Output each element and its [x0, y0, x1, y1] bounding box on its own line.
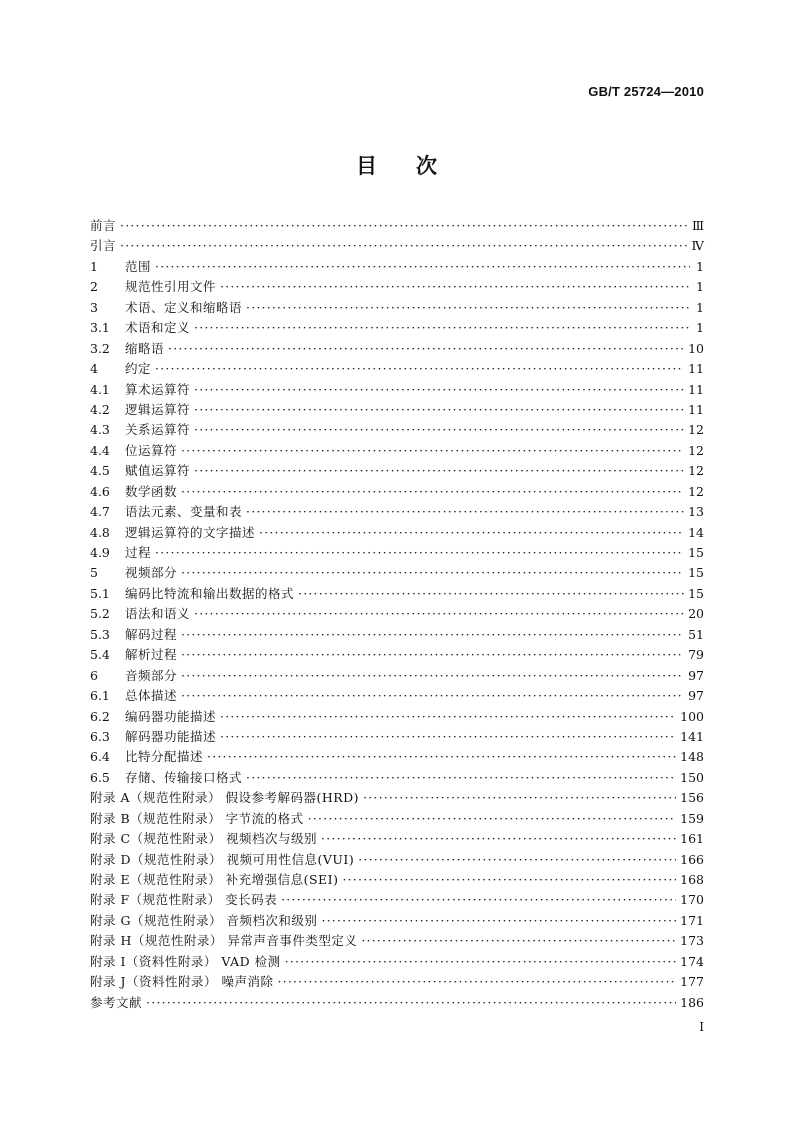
- toc-leader-dots: [155, 259, 690, 274]
- toc-entry[interactable]: [90, 972, 704, 992]
- toc-entry[interactable]: [90, 727, 704, 747]
- toc-entry-page: 1: [696, 299, 704, 315]
- toc-entry-number: 4.6: [90, 483, 110, 499]
- toc-entry-label: 附录 F（规范性附录） 变长码表: [90, 892, 278, 908]
- toc-entry[interactable]: [90, 645, 704, 665]
- toc-entry-number: 1: [90, 258, 98, 274]
- toc-entry-number: 4.2: [90, 401, 110, 417]
- toc-entry[interactable]: [90, 318, 704, 338]
- toc-entry-page: 173: [680, 933, 704, 949]
- toc-leader-dots: [281, 892, 676, 907]
- toc-entry[interactable]: [90, 339, 704, 359]
- toc-entry[interactable]: [90, 931, 704, 951]
- toc-leader-dots: [194, 320, 690, 335]
- toc-entry[interactable]: [90, 563, 704, 583]
- toc-entry-page: 13: [688, 504, 704, 520]
- toc-leader-dots: [181, 484, 684, 499]
- toc-entry-label: 音频部分: [125, 667, 178, 683]
- toc-entry-label: 解码器功能描述: [125, 728, 217, 744]
- toc-entry-label: 附录 G（规范性附录） 音频档次和级别: [90, 912, 318, 928]
- toc-entry-label: 解码过程: [125, 626, 178, 642]
- toc-entry[interactable]: [90, 277, 704, 297]
- toc-entry-page: 150: [680, 769, 704, 785]
- toc-entry[interactable]: [90, 850, 704, 870]
- toc-entry-page: 170: [680, 892, 704, 908]
- toc-leader-dots: [194, 463, 684, 478]
- toc-entry-label: 附录 E（规范性附录） 补充增强信息(SEI): [90, 872, 339, 887]
- toc-entry[interactable]: [90, 461, 704, 481]
- toc-entry-number: 5: [90, 565, 98, 581]
- toc-entry-label: 附录 H（规范性附录） 异常声音事件类型定义: [90, 933, 358, 949]
- toc-entry[interactable]: [90, 298, 704, 318]
- toc-entry-page: 10: [688, 340, 704, 356]
- toc-entry-page: 171: [680, 912, 704, 928]
- toc-entry-number: 6.4: [90, 749, 110, 765]
- toc-entry-label: 缩略语: [125, 340, 165, 356]
- toc-entry-page: 12: [688, 463, 704, 479]
- toc-entry[interactable]: [90, 625, 704, 645]
- toc-entry-number: 4.7: [90, 504, 110, 520]
- toc-entry[interactable]: [90, 523, 704, 543]
- toc-entry-number: 4.8: [90, 524, 110, 540]
- toc-entry-label: 语法元素、变量和表: [125, 504, 243, 520]
- toc-entry-number: 6.5: [90, 769, 110, 785]
- toc-leader-dots: [342, 872, 676, 887]
- toc-leader-dots: [194, 422, 684, 437]
- page-number: I: [699, 1020, 704, 1034]
- toc-entry-number: 6.2: [90, 708, 110, 724]
- toc-entry-label: 逻辑运算符: [125, 401, 191, 417]
- toc-entry[interactable]: [90, 236, 704, 256]
- toc-leader-dots: [168, 341, 684, 356]
- toc-entry-number: 5.2: [90, 606, 110, 622]
- toc-entry-page: 15: [688, 565, 704, 581]
- toc-entry-page: Ⅳ: [691, 238, 704, 254]
- toc-entry-label: 范围: [125, 258, 152, 274]
- toc-leader-dots: [361, 933, 676, 948]
- toc-entry-label: 位运算符: [125, 442, 178, 458]
- toc-entry-number: 4.4: [90, 442, 110, 458]
- toc-entry-label: 语法和语义: [125, 606, 191, 622]
- toc-entry[interactable]: [90, 584, 704, 604]
- toc-entry-label: 编码比特流和输出数据的格式: [125, 585, 295, 601]
- toc-entry-page: 156: [680, 790, 704, 806]
- toc-entry-label: 算术运算符: [125, 381, 191, 397]
- toc-entry-page: 20: [688, 606, 704, 622]
- toc-entry-label: 附录 C（规范性附录） 视频档次与级别: [90, 831, 318, 847]
- toc-entry-page: 97: [688, 688, 704, 704]
- toc-entry-number: 5.4: [90, 647, 110, 663]
- toc-entry-label: 附录 B（规范性附录） 字节流的格式: [90, 810, 304, 826]
- toc-entry-number: 3: [90, 299, 98, 315]
- standard-number: GB/T 25724—2010: [588, 84, 704, 99]
- toc-entry-page: 1: [696, 320, 704, 336]
- toc-leader-dots: [207, 749, 676, 764]
- toc-leader-dots: [194, 606, 684, 621]
- toc-entry-label: 关系运算符: [125, 422, 191, 438]
- toc-entry-label: 约定: [125, 361, 152, 377]
- toc-entry[interactable]: [90, 441, 704, 461]
- toc-leader-dots: [358, 852, 676, 867]
- toc-leader-dots: [259, 525, 684, 540]
- page-title: [0, 150, 794, 180]
- toc-leader-dots: [181, 647, 684, 662]
- toc-entry-label: 解析过程: [125, 647, 178, 663]
- toc-leader-dots: [246, 504, 684, 519]
- toc-entry[interactable]: [90, 768, 704, 788]
- toc-entry[interactable]: [90, 604, 704, 624]
- toc-entry[interactable]: [90, 747, 704, 767]
- toc-leader-dots: [220, 279, 690, 294]
- toc-entry[interactable]: [90, 482, 704, 502]
- toc-entry-number: 6.3: [90, 728, 110, 744]
- toc-leader-dots: [181, 668, 684, 683]
- toc-leader-dots: [120, 218, 688, 233]
- toc-entry[interactable]: [90, 502, 704, 522]
- toc-entry-number: 5.1: [90, 585, 110, 601]
- toc-leader-dots: [298, 586, 684, 601]
- toc-leader-dots: [363, 790, 676, 805]
- toc-entry-page: 15: [688, 585, 704, 601]
- toc-entry-number: 4: [90, 361, 98, 377]
- toc-entry[interactable]: [90, 543, 704, 563]
- toc-entry[interactable]: [90, 993, 704, 1013]
- toc-entry-page: 11: [688, 361, 704, 377]
- toc-entry-label: 数学函数: [125, 483, 178, 499]
- toc-entry-label: 附录 J（资料性附录） 噪声消除: [90, 974, 274, 990]
- toc-entry-label: 附录 A（规范性附录） 假设参考解码器(HRD): [90, 790, 360, 806]
- toc-entry[interactable]: [90, 911, 704, 931]
- toc-entry-label: 逻辑运算符的文字描述: [125, 524, 256, 540]
- toc-leader-dots: [321, 831, 676, 846]
- toc-entry-page: 161: [680, 831, 704, 847]
- toc-entry[interactable]: [90, 952, 704, 972]
- toc-entry-label: 附录 D（规范性附录） 视频可用性信息(VUI): [90, 851, 355, 867]
- toc-leader-dots: [181, 443, 684, 458]
- toc-entry[interactable]: [90, 380, 704, 400]
- toc-entry-page: 51: [688, 626, 704, 642]
- toc-entry[interactable]: [90, 216, 704, 236]
- toc-entry-page: 1: [696, 279, 704, 295]
- toc-entry[interactable]: [90, 257, 704, 277]
- toc-entry-label: 赋值运算符: [125, 463, 191, 479]
- toc-entry-page: 12: [688, 483, 704, 499]
- toc-entry-page: 141: [680, 728, 704, 744]
- toc-entry-label: 存储、传输接口格式: [125, 769, 243, 785]
- toc-entry[interactable]: [90, 809, 704, 829]
- toc-entry[interactable]: [90, 686, 704, 706]
- toc-entry-page: 15: [688, 545, 704, 560]
- toc-leader-dots: [155, 545, 684, 560]
- toc-entry-page: 174: [680, 953, 704, 969]
- toc-entry-label: 编码器功能描述: [125, 708, 217, 724]
- toc-leader-dots: [181, 688, 684, 703]
- toc-entry[interactable]: [90, 870, 704, 890]
- toc-entry-number: 6: [90, 667, 98, 683]
- toc-entry[interactable]: [90, 890, 704, 910]
- toc-leader-dots: [285, 954, 677, 969]
- toc-leader-dots: [194, 402, 684, 417]
- toc-entry-page: 148: [680, 749, 704, 765]
- toc-entry-number: 3.1: [90, 320, 110, 336]
- toc-leader-dots: [321, 913, 676, 928]
- toc-leader-dots: [220, 709, 676, 724]
- toc-leader-dots: [155, 361, 684, 376]
- toc-entry-page: 11: [688, 401, 704, 417]
- toc-entry-page: 97: [688, 667, 704, 683]
- toc-entry-number: 4.5: [90, 463, 110, 479]
- toc-entry-page: 14: [688, 524, 704, 540]
- toc-entry[interactable]: [90, 707, 704, 727]
- toc-leader-dots: [220, 729, 676, 744]
- table-of-contents: [90, 216, 704, 1013]
- toc-entry[interactable]: [90, 420, 704, 440]
- toc-entry-number: 4.9: [90, 545, 110, 560]
- toc-entry[interactable]: [90, 400, 704, 420]
- toc-entry-label: 参考文献: [90, 994, 143, 1010]
- toc-leader-dots: [246, 300, 690, 315]
- toc-entry-number: 4.1: [90, 381, 110, 397]
- toc-entry-number: 5.3: [90, 626, 110, 642]
- toc-entry[interactable]: [90, 788, 704, 808]
- toc-entry-page: 79: [688, 647, 704, 663]
- toc-entry-page: 166: [680, 851, 704, 867]
- toc-entry-label: 引言: [90, 238, 117, 254]
- toc-entry-page: Ⅲ: [691, 218, 704, 233]
- toc-entry-number: 2: [90, 279, 98, 295]
- toc-entry-page: 186: [680, 994, 704, 1010]
- toc-entry-label: 前言: [90, 218, 117, 233]
- toc-entry-page: 168: [680, 872, 704, 887]
- toc-entry-page: 12: [688, 422, 704, 438]
- title-char-right: 次: [416, 153, 438, 178]
- toc-entry-number: 3.2: [90, 340, 110, 356]
- toc-entry[interactable]: [90, 666, 704, 686]
- toc-entry-label: 比特分配描述: [125, 749, 204, 765]
- toc-entry-page: 100: [680, 708, 704, 724]
- toc-entry[interactable]: [90, 829, 704, 849]
- toc-entry-page: 177: [680, 974, 704, 990]
- toc-leader-dots: [308, 811, 677, 826]
- toc-entry-label: 附录 I（资料性附录） VAD 检测: [90, 953, 281, 969]
- toc-entry-label: 术语和定义: [125, 320, 191, 336]
- title-char-left: 目: [356, 153, 378, 178]
- toc-leader-dots: [246, 770, 676, 785]
- toc-entry-number: 6.1: [90, 688, 110, 704]
- toc-leader-dots: [181, 627, 684, 642]
- toc-entry-label: 视频部分: [125, 565, 178, 581]
- toc-entry-page: 159: [680, 810, 704, 826]
- toc-leader-dots: [277, 974, 676, 989]
- toc-entry-label: 总体描述: [125, 688, 178, 704]
- toc-entry-number: 4.3: [90, 422, 110, 438]
- toc-entry-label: 规范性引用文件: [125, 279, 217, 295]
- toc-leader-dots: [194, 382, 684, 397]
- toc-entry-label: 过程: [125, 545, 152, 560]
- toc-entry[interactable]: [90, 359, 704, 379]
- toc-leader-dots: [146, 995, 676, 1010]
- toc-entry-page: 12: [688, 442, 704, 458]
- toc-leader-dots: [181, 565, 684, 580]
- toc-entry-page: 1: [696, 258, 704, 274]
- toc-leader-dots: [120, 238, 687, 253]
- toc-entry-page: 11: [688, 381, 704, 397]
- toc-entry-label: 术语、定义和缩略语: [125, 299, 243, 315]
